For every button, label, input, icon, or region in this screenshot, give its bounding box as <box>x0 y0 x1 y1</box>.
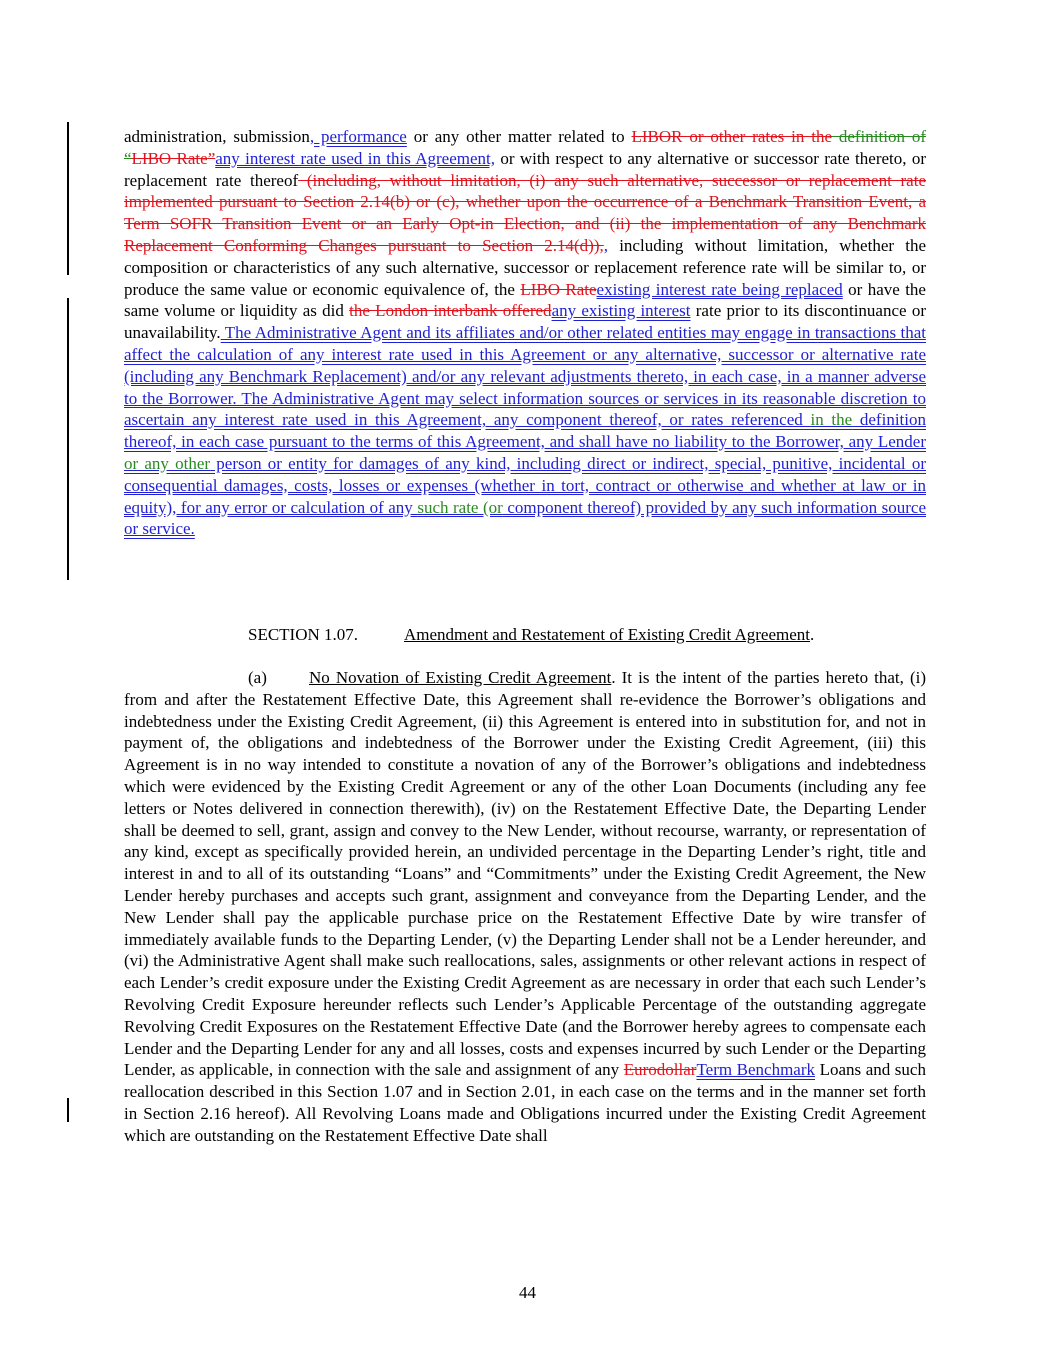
moved-inserted-text: such rate (or <box>417 497 503 517</box>
deleted-text: LIBO Rate <box>520 279 597 299</box>
page-number: 44 <box>519 1283 536 1302</box>
text-run: rate prior to its discontinuance or unavailability. <box>124 301 926 343</box>
inserted-text: any interest rate used in this Agreement, <box>215 148 496 168</box>
revision-bar <box>67 298 69 580</box>
deleted-text: Eurodollar <box>623 1060 697 1080</box>
inserted-text: , performance <box>309 127 407 146</box>
deleted-text: ” <box>207 148 216 168</box>
moved-inserted-text: in the <box>810 410 853 430</box>
inserted-text: any existing interest <box>551 301 691 321</box>
section-title-period: . <box>810 625 815 644</box>
deleted-text: LIBO Rate <box>131 148 208 168</box>
inserted-text: person or entity for damages of any kind, including direct or indirect, special, punitive, incidental or consequential damages, costs, losses or expenses (whether in tort, contract or otherwise and whether at law or in equity), for any error or calculation of any <box>124 453 926 517</box>
text-run: administration, submission <box>124 127 310 146</box>
text-run: or any other matter related to <box>406 127 632 146</box>
text-run: including without limitation, whether the composition or characteristics of any such alternative, successor or replacement reference rate will be similar to, or produce the same value or economic equivalence of, the <box>124 235 926 299</box>
text-run: or have the same volume or liquidity as did <box>124 279 926 321</box>
clause-subtitle: No Novation of Existing Credit Agreement <box>309 668 612 687</box>
revision-bar <box>67 122 69 275</box>
inserted-text: definition thereof, in each case pursuant to the terms of this Agreement, and shall have no liability to the Borrower, any Lender <box>124 410 926 452</box>
text-run: or with respect to any alternative or successor rate thereto, or replacement rate thereof <box>124 148 926 190</box>
moved-inserted-text: or any other <box>124 453 211 473</box>
inserted-text: Term Benchmark <box>696 1060 816 1080</box>
section-heading <box>248 624 814 646</box>
paragraph-continuation <box>124 126 926 540</box>
moved-deleted-text: definition of “ <box>124 127 926 168</box>
deleted-text: the London interbank offered <box>349 301 552 321</box>
section-title: Amendment and Restatement of Existing Credit Agreement <box>404 625 811 644</box>
inserted-text: , <box>603 235 609 255</box>
revision-bar <box>67 1098 69 1122</box>
deleted-text: LIBOR or other rates in the <box>631 127 832 146</box>
inserted-text: component thereof) provided by any such information source or service. <box>124 497 926 539</box>
paragraph-a <box>124 667 926 1147</box>
inserted-text: existing interest rate being replaced <box>596 279 843 299</box>
section-number: SECTION 1.07. <box>248 625 359 644</box>
text-run: . It is the intent of the parties hereto that, (i) from and after the Restatement Effective Date, this Agreement shall re-evidence the Borrower’s obligations and indebtedness under the Existing Credit Agreement, (ii) this Agreement is entered into in substitution for, and not in payment of, the obligations and indebtedness of the Borrower under the Existing Credit Agreement, (iii) this Agreement is in no way intended to constitute a novation of any of the Borrower’s obligations and indebtedness which were evidenced by the Existing Credit Agreement or any of the other Loan Documents (including any fee letters or Notes delivered in connection therewith), (iv) on the Restatement Effective Date, the Departing Lender shall be deemed to sell, grant, assign and convey to the New Lender, without recourse, warranty, or representation of any kind, except as specifically provided herein, an undivided percentage in the Departing Lender’s right, title and interest in and to all of its outstanding “Loans” and “Commitments” under the Existing Credit Agreement, the New Lender hereby purchases and accepts such grant, assignment and conveyance from the Departing Lender, and the New Lender shall pay the applicable purchase price on the Restatement Effective Date by wire transfer of immediately available funds to the Departing Lender, (v) the Departing Lender shall not be a Lender hereunder, and (vi) the Administrative Agent shall make such reallocations, sales, assignments or other relevant actions in respect of each Lender’s credit exposure under the Existing Credit Agreement as are necessary in order that each such Lender’s Revolving Credit Exposure hereunder reflects such Lender’s Applicable Percentage of the outstanding aggregate Revolving Credit Exposures on the Restatement Effective Date (and the Borrower hereby agrees to compensate each Lender and the Departing Lender for any and all losses, costs and expenses incurred by such Lender or the Departing Lender, as applicable, in connection with the sale and assignment of any <box>124 668 926 1080</box>
clause-label: (a) <box>248 668 267 687</box>
inserted-text: The Administrative Agent and its affiliates and/or other related entities may engage in transactions that affect the calculation of any interest rate used in this Agreement or any alternative, successor or alternative rate (including any Benchmark Replacement) and/or any relevant adjustments thereto, in each case, in a manner adverse to the Borrower. The Administrative Agent may select information sources or services in its reasonable discretion to ascertain any interest rate used in this Agreement, any component thereof, or rates referenced <box>124 323 926 430</box>
text-run: Loans and such reallocation described in this Section 1.07 and in Section 2.01, in each case on the terms and in the manner set forth in Section 2.16 hereof). All Revolving Loans made and Obligations incurred under the Existing Credit Agreement which are outstanding on the Restatement Effective Date shall <box>124 1060 926 1145</box>
deleted-text: (including, without limitation, (i) any such alternative, successor or replacement rate implemented pursuant to Section 2.14(b) or (c), whether upon the occurrence of a Benchmark Transition Event, a Term SOFR Transition Event or an Early Opt-in Election, and (ii) the implementation of any Benchmark Replacement Conforming Changes pursuant to Section 2.14(d)), <box>124 170 926 255</box>
